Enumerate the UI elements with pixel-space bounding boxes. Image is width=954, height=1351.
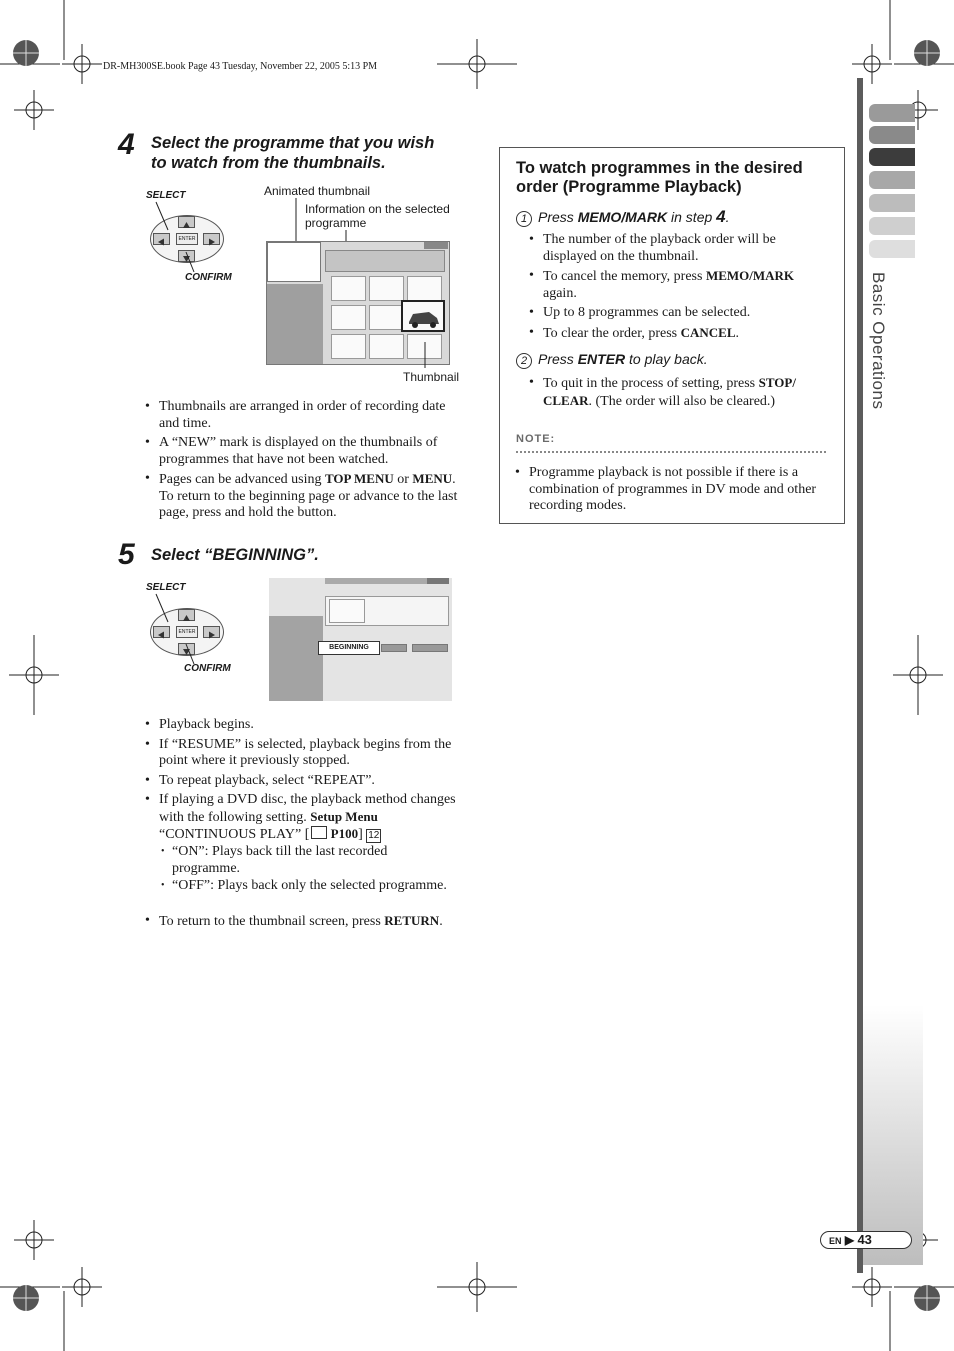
step-title <box>151 133 434 173</box>
list-item: • The number of the playback order will be displayed on the thumbnail. <box>529 232 829 265</box>
thumbnail[interactable] <box>407 276 442 301</box>
page-number: EN ▶ 43 <box>820 1231 912 1249</box>
step-circle: 2 <box>516 353 532 369</box>
thumbnail[interactable] <box>369 305 404 330</box>
enter-button[interactable]: ENTER <box>176 233 198 245</box>
step-title-line: to watch from the thumbnails. <box>151 154 386 172</box>
select-label: SELECT <box>146 582 186 593</box>
info-bar <box>325 250 445 272</box>
list-item: • To clear the order, press CANCEL. <box>529 325 829 343</box>
step5-return-bullet <box>145 913 465 934</box>
left-panel <box>267 284 323 364</box>
step-number: 5 <box>118 538 135 571</box>
list-item: • To cancel the memory, press MEMO/MARK again. <box>529 268 829 302</box>
page-indicator <box>424 242 448 249</box>
chapter-tab-active[interactable] <box>869 148 915 166</box>
thumbnail-callout-line <box>405 340 435 370</box>
list-item: • To repeat playback, select “REPEAT”. <box>145 773 465 790</box>
note-label: NOTE: <box>516 433 556 445</box>
arrow-icon: ▶ <box>844 1233 855 1247</box>
animated-thumbnail <box>267 242 321 282</box>
sub-step-2: 2 Press ENTER to play back. <box>516 351 708 369</box>
chapter-tab[interactable] <box>869 194 915 212</box>
sub-step-2-bullets <box>529 375 829 413</box>
boxed-number: 12 <box>368 830 380 841</box>
chapter-tab[interactable] <box>869 217 915 235</box>
list-item: • Programme playback is not possible if there is a combination of programmes in DV mode and other recording modes. <box>515 465 830 515</box>
sub-step-1: 1 Press MEMO/MARK in step 4. <box>516 207 730 227</box>
step-title: Select “BEGINNING”. <box>151 546 319 564</box>
chapter-tab[interactable] <box>869 171 915 189</box>
info-callout-line: Information on the selected <box>305 202 450 216</box>
thumbnail-selected[interactable] <box>401 300 445 332</box>
list-item: • Up to 8 programmes can be selected. <box>529 305 829 322</box>
page-indicator <box>427 578 449 584</box>
thumbnail-callout: Thumbnail <box>403 370 460 384</box>
chapter-tab[interactable] <box>869 104 915 122</box>
enter-button[interactable]: ENTER <box>176 626 198 638</box>
list-item: • “ON”: Plays back till the last recorded programme. <box>158 844 458 877</box>
note-bullets <box>515 465 830 518</box>
confirm-label: CONFIRM <box>184 663 231 674</box>
confirm-label: CONFIRM <box>185 272 232 283</box>
menu-option[interactable] <box>412 644 448 652</box>
thumbnail[interactable] <box>331 276 366 301</box>
info-panel <box>325 596 449 626</box>
step-title-line: Select the programme that you wish <box>151 134 435 152</box>
list-item: • A “NEW” mark is displayed on the thumbnails of programmes that have not been watched. <box>145 435 465 468</box>
chapter-tab[interactable] <box>869 126 915 144</box>
thumbnail[interactable] <box>331 305 366 330</box>
list-item: • Pages can be advanced using TOP MENU or MENU. To return to the beginning page or advance to the last page, press and hold the button. <box>145 471 465 522</box>
list-item: • Playback begins. <box>145 717 465 734</box>
sidebar-gradient <box>863 1005 923 1265</box>
note-divider <box>516 451 826 453</box>
remote-callout-lines <box>146 592 226 667</box>
info-callout-line: programme <box>305 216 367 230</box>
file-info: DR-MH300SE.book Page 43 Tuesday, November 22, 2005 5:13 PM <box>103 61 378 72</box>
chapter-tab[interactable] <box>869 240 915 258</box>
step-number: 4 <box>118 128 135 161</box>
list-item: • To quit in the process of setting, press STOP/ CLEAR. (The order will also be cleared.) <box>529 375 829 410</box>
thumbnail[interactable] <box>331 334 366 359</box>
playback-menu-screen <box>269 578 452 701</box>
thumbnail <box>329 599 365 623</box>
left-panel <box>269 616 323 701</box>
step4-bullets <box>145 399 465 525</box>
select-label: SELECT <box>146 190 186 201</box>
remote-callout-lines <box>146 200 226 275</box>
list-item: • Thumbnails are arranged in order of recording date and time. <box>145 399 465 432</box>
sub-step-1-bullets <box>529 232 829 345</box>
car-icon <box>403 302 443 330</box>
list-item: • If playing a DVD disc, the playback method changes with the following setting. Setup Menu “CONTINUOUS PLAY” [ P100] 12 <box>145 792 465 844</box>
continuous-play-options <box>158 844 458 896</box>
list-item: • “OFF”: Plays back only the selected programme. <box>158 878 458 895</box>
box-title-line: order (Programme Playback) <box>516 178 742 196</box>
beginning-button[interactable]: BEGINNING <box>318 641 380 655</box>
animated-thumbnail-callout: Animated thumbnail <box>264 184 371 198</box>
step5-bullets <box>145 717 465 845</box>
menu-option[interactable] <box>381 644 407 652</box>
box-title <box>516 159 803 197</box>
step-circle: 1 <box>516 211 532 227</box>
list-item: • To return to the thumbnail screen, press RETURN. <box>145 913 465 931</box>
book-icon <box>311 826 327 839</box>
box-title-line: To watch programmes in the desired <box>516 159 803 177</box>
section-title: Basic Operations <box>869 272 888 410</box>
thumbnail[interactable] <box>369 276 404 301</box>
thumbnail[interactable] <box>369 334 404 359</box>
list-item: • If “RESUME” is selected, playback begins from the point where it previously stopped. <box>145 737 465 770</box>
